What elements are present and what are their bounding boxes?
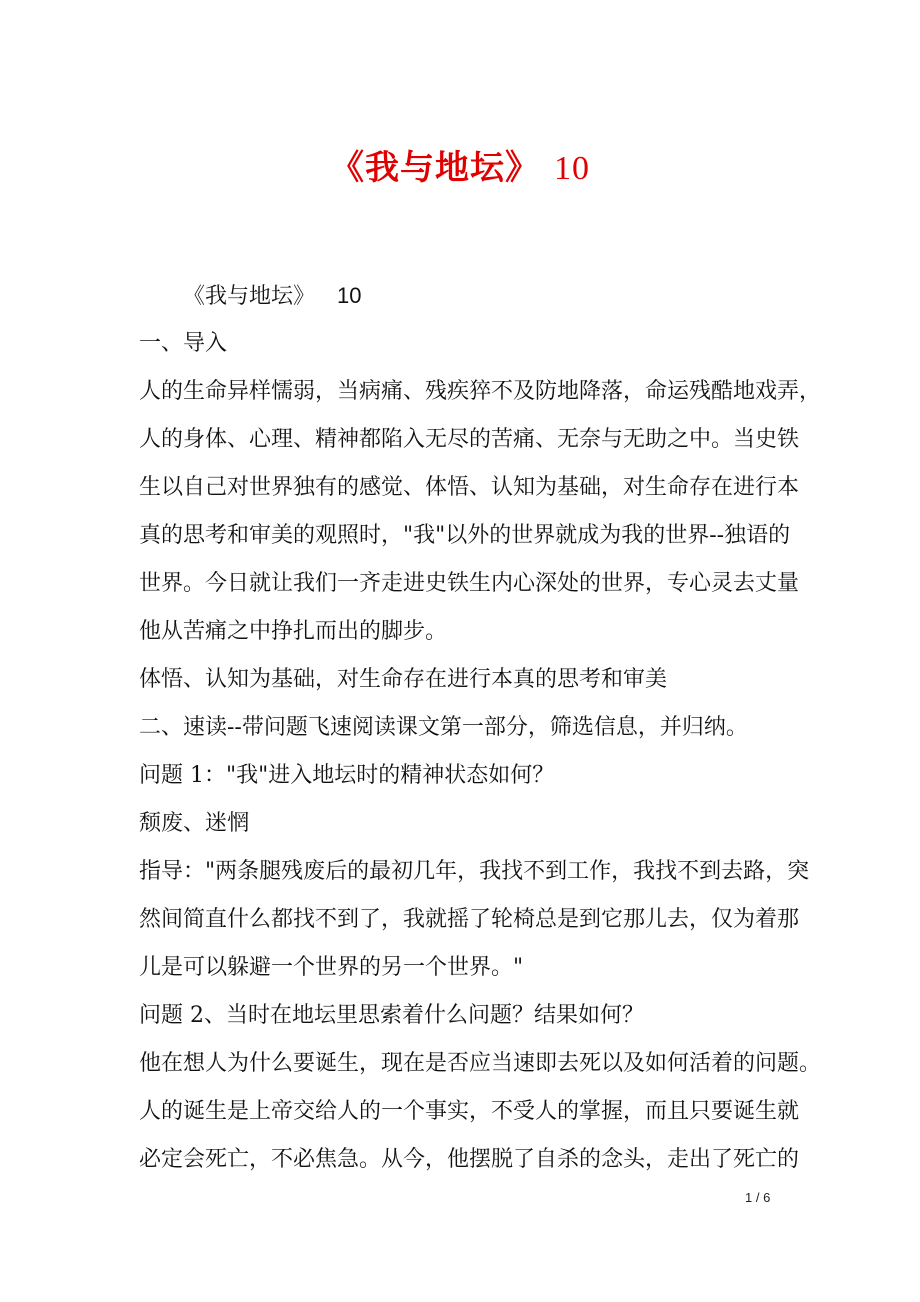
body-line: 二、速读--带问题飞速阅读课文第一部分，筛选信息，并归纳。: [139, 715, 748, 740]
body-line: 人的身体、心理、精神都陷入无尽的苦痛、无奈与无助之中。当史铁: [139, 427, 800, 452]
body-line: 世界。今日就让我们一齐走进史铁生内心深处的世界，专心灵去丈量: [139, 571, 800, 596]
body-line: 真的思考和审美的观照时，"我"以外的世界就成为我的世界--独语的: [139, 523, 791, 548]
subtitle-number: 10: [337, 283, 362, 308]
body-line: 问题 1："我"进入地坛时的精神状态如何？: [139, 763, 555, 788]
body-line: 人的诞生是上帝交给人的一个事实，不受人的掌握，而且只要诞生就: [139, 1099, 800, 1124]
subtitle-text: 《我与地坛》: [183, 284, 316, 309]
body-line: 人的生命异样懦弱，当病痛、残疾猝不及防地降落，命运残酷地戏弄，: [139, 379, 822, 404]
subtitle-line: [139, 278, 789, 326]
document-title-text: 《我与地坛》: [330, 148, 540, 188]
document-title-number: 10: [554, 150, 590, 187]
body-line: 问题 2、当时在地坛里思索着什么问题？结果如何？: [139, 1003, 644, 1028]
body-line: 生以自己对世界独有的感觉、体悟、认知为基础，对生命存在进行本: [139, 475, 800, 500]
body-line: 他在想人为什么要诞生，现在是否应当速即去死以及如何活着的问题。: [139, 1051, 822, 1076]
body-line: 他从苦痛之中挣扎而出的脚步。: [139, 619, 448, 644]
body-line: 一、导入: [139, 331, 228, 356]
page-number: 1 / 6: [745, 1190, 771, 1205]
document-body: [139, 278, 822, 1190]
body-line: 然间简直什么都找不到了，我就摇了轮椅总是到它那儿去，仅为着那: [139, 907, 800, 932]
body-line: 体悟、认知为基础，对生命存在进行本真的思考和审美: [139, 667, 668, 692]
body-line: 必定会死亡，不必焦急。从今，他摆脱了自杀的念头，走出了死亡的: [139, 1147, 800, 1172]
body-line: 颓废、迷惘: [139, 811, 250, 836]
body-line: 儿是可以躲避一个世界的另一个世界。": [139, 955, 524, 980]
document-title: [0, 140, 920, 189]
body-line: 指导："两条腿残废后的最初几年，我找不到工作，我找不到去路，突: [139, 859, 810, 884]
